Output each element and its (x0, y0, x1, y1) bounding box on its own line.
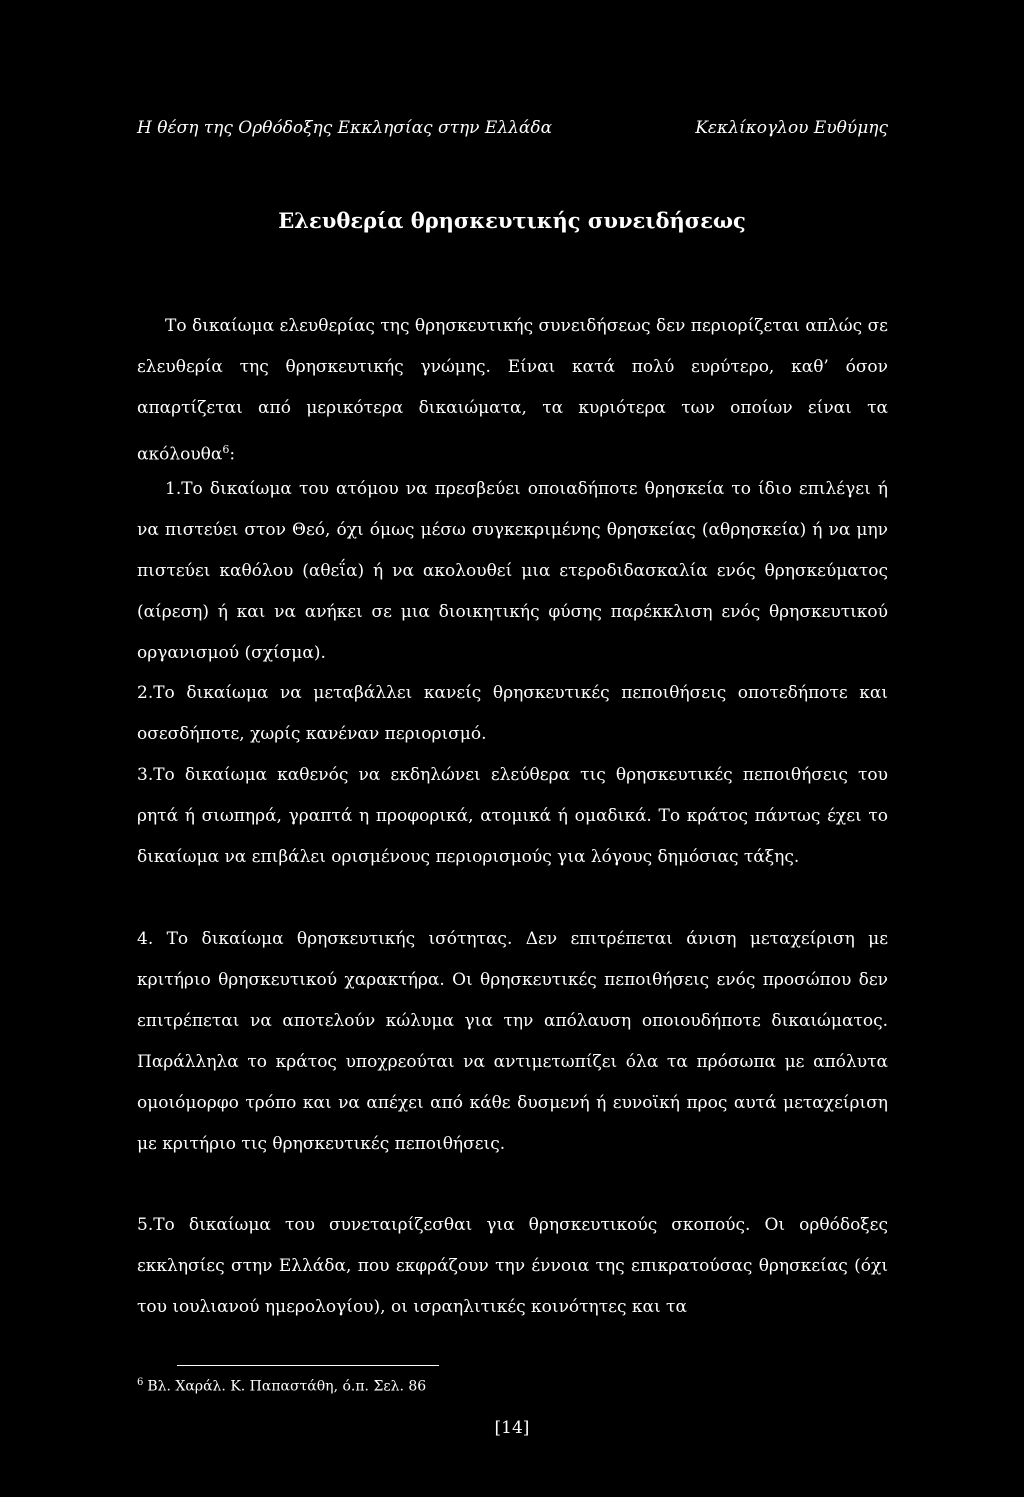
section-title: Ελευθερία θρησκευτικής συνειδήσεως (278, 208, 746, 233)
list-item-5: 5.Το δικαίωμα του συνεταιρίζεσθαι για θρησκευτικούς σκοπούς. Οι ορθόδοξες εκκλησίες στην Ελλάδα, που εκφράζουν την έννοια της επικρατούσας θρησκείας (όχι του ιουλιανού ημερολογίου), οι ισραηλιτικές κοινότητες και τα (137, 1215, 888, 1317)
list-item-4: 4. Το δικαίωμα θρησκευτικής ισότητας. Δεν επιτρέπεται άνιση μεταχείριση με κριτήριο θρησκευτικού χαρακτήρα. Οι θρησκευτικές πεποιθήσεις ενός προσώπου δεν επιτρέπεται να αποτελούν κώλυμα για την απόλαυση οποιουδήποτε δικαιώματος. Παράλληλα το κράτος υποχρεούται να αντιμετωπίζει όλα τα πρόσωπα με απόλυτα ομοιόμορφο τρόπο και να απέχει από κάθε δυσμενή ή ευνοϊκή προς αυτά μεταχείριση με κριτήριο τις θρησκευτικές πεποιθήσεις. (137, 929, 888, 1154)
intro-paragraph (137, 306, 888, 476)
footnote-reference[interactable]: 6 (222, 443, 230, 456)
intro-text: Το δικαίωμα ελευθερίας της θρησκευτικής συνειδήσεως δεν περιορίζεται απλώς σε ελευθερία της θρησκευτικής γνώμης. Είναι κατά πολύ ευρύτερο, καθ’ όσον απαρτίζεται από μερικότερα δικαιώματα, τα κυριότερα των οποίων είναι τα ακόλουθα (137, 316, 888, 465)
list-item-2: 2.Το δικαίωμα να μεταβάλλει κανείς θρησκευτικές πεποιθήσεις οποτεδήποτε και οσεσδήποτε, χωρίς κανέναν περιορισμό. (137, 683, 888, 744)
list-item-3: 3.Το δικαίωμα καθενός να εκδηλώνει ελεύθερα τις θρησκευτικές πεποιθήσεις του ρητά ή σιωπηρά, γραπτά η προφορικά, ατομικά ή ομαδικά. Το κράτος πάντως έχει το δικαίωμα να επιβάλει ορισμένους περιορισμούς για λόγους δημόσιας τάξης. (137, 765, 888, 867)
header-document-title: Η θέση της Ορθόδοξης Εκκλησίας στην Ελλάδα (137, 118, 553, 138)
header-author: Κεκλίκογλου Ευθύμης (695, 118, 888, 138)
footnote (137, 1377, 426, 1395)
footnote-text: Βλ. Χαράλ. Κ. Παπαστάθη, ό.π. Σελ. 86 (147, 1378, 427, 1395)
page-number: [14] (494, 1418, 530, 1438)
footnote-number: 6 (137, 1377, 144, 1388)
footnote-divider (177, 1365, 439, 1366)
intro-colon: : (229, 444, 236, 465)
list-item-1: 1.Το δικαίωμα του ατόμου να πρεσβεύει οποιαδήποτε θρησκεία το ίδιο επιλέγει ή να πιστεύει στον Θεό, όχι όμως μέσω συγκεκριμένης θρησκείας (αθρησκεία) ή να μην πιστεύει καθόλου (αθεΐα) ή να ακολουθεί μια ετεροδιδασκαλία ενός θρησκεύματος (αίρεση) ή και να ανήκει σε μια διοικητικής φύσης παρέκκλιση ενός θρησκευτικού οργανισμού (σχίσμα). (137, 479, 888, 663)
running-header (137, 118, 888, 142)
